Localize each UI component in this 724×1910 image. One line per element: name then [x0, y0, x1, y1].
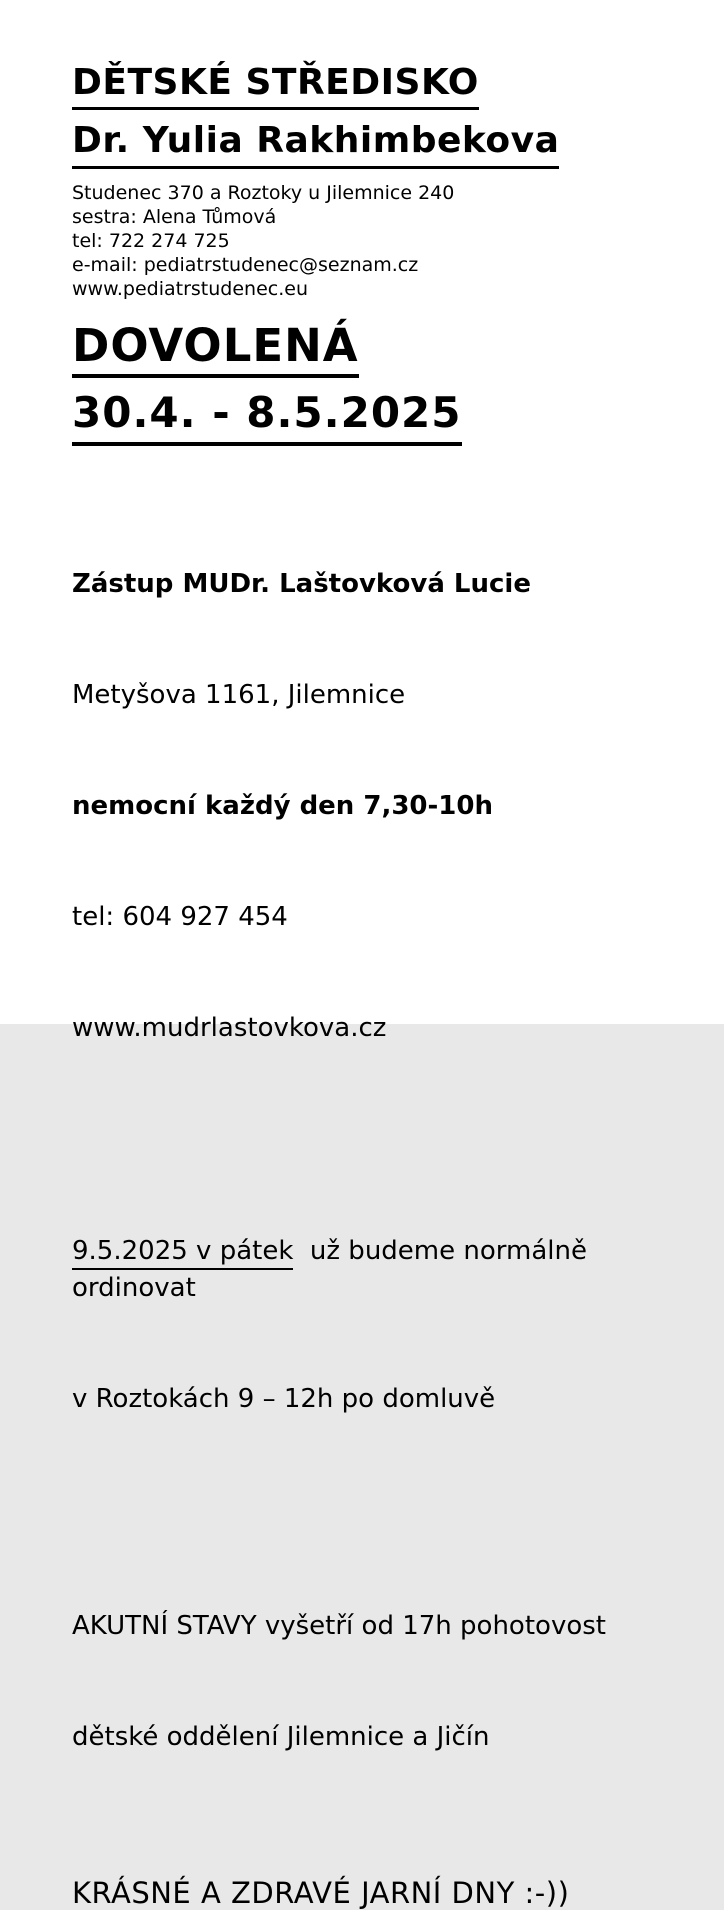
resume-date: 9.5.2025 v pátek [72, 1236, 293, 1270]
substitute-name-line: Zástup MUDr. Laštovková Lucie [72, 568, 531, 599]
closing-message: KRÁSNÉ A ZDRAVÉ JARNÍ DNY :-)) [72, 1875, 570, 1910]
acute-care-block [72, 1534, 694, 1830]
substitute-hours-line: nemocní každý den 7,30-10h [72, 790, 494, 821]
doctor-name: Dr. Yulia Rakhimbekova [72, 120, 559, 168]
substitute-phone-line: tel: 604 927 454 [72, 901, 288, 932]
substitute-block [72, 492, 694, 1121]
nurse-line: sestra: Alena Tůmová [72, 205, 277, 228]
acute-line-1: AKUTNÍ STAVY vyšetří od 17h pohotovost [72, 1610, 606, 1641]
resume-line-1-text: už budeme normálně ordinovat [72, 1235, 596, 1303]
clinic-address-line: Studenec 370 a Roztoky u Jilemnice 240 [72, 181, 455, 204]
substitute-address-line: Metyšova 1161, Jilemnice [72, 679, 406, 710]
resume-block [72, 1159, 694, 1492]
vacation-heading: DOVOLENÁ [72, 321, 359, 379]
clinic-email-line: e-mail: pediatrstudenec@seznam.cz [72, 253, 419, 276]
clinic-website-line: www.pediatrstudenec.eu [72, 277, 308, 300]
clinic-phone-line: tel: 722 274 725 [72, 229, 230, 252]
resume-line-1 [72, 1233, 694, 1307]
contact-block [72, 181, 694, 301]
clinic-title: DĚTSKÉ STŘEDISKO [72, 62, 479, 110]
vacation-dates: 30.4. - 8.5.2025 [72, 390, 462, 445]
resume-line-2: v Roztokách 9 – 12h po domluvě [72, 1383, 496, 1414]
substitute-website-line: www.mudrlastovkova.cz [72, 1012, 387, 1043]
acute-line-2: dětské oddělení Jilemnice a Jičín [72, 1721, 490, 1752]
